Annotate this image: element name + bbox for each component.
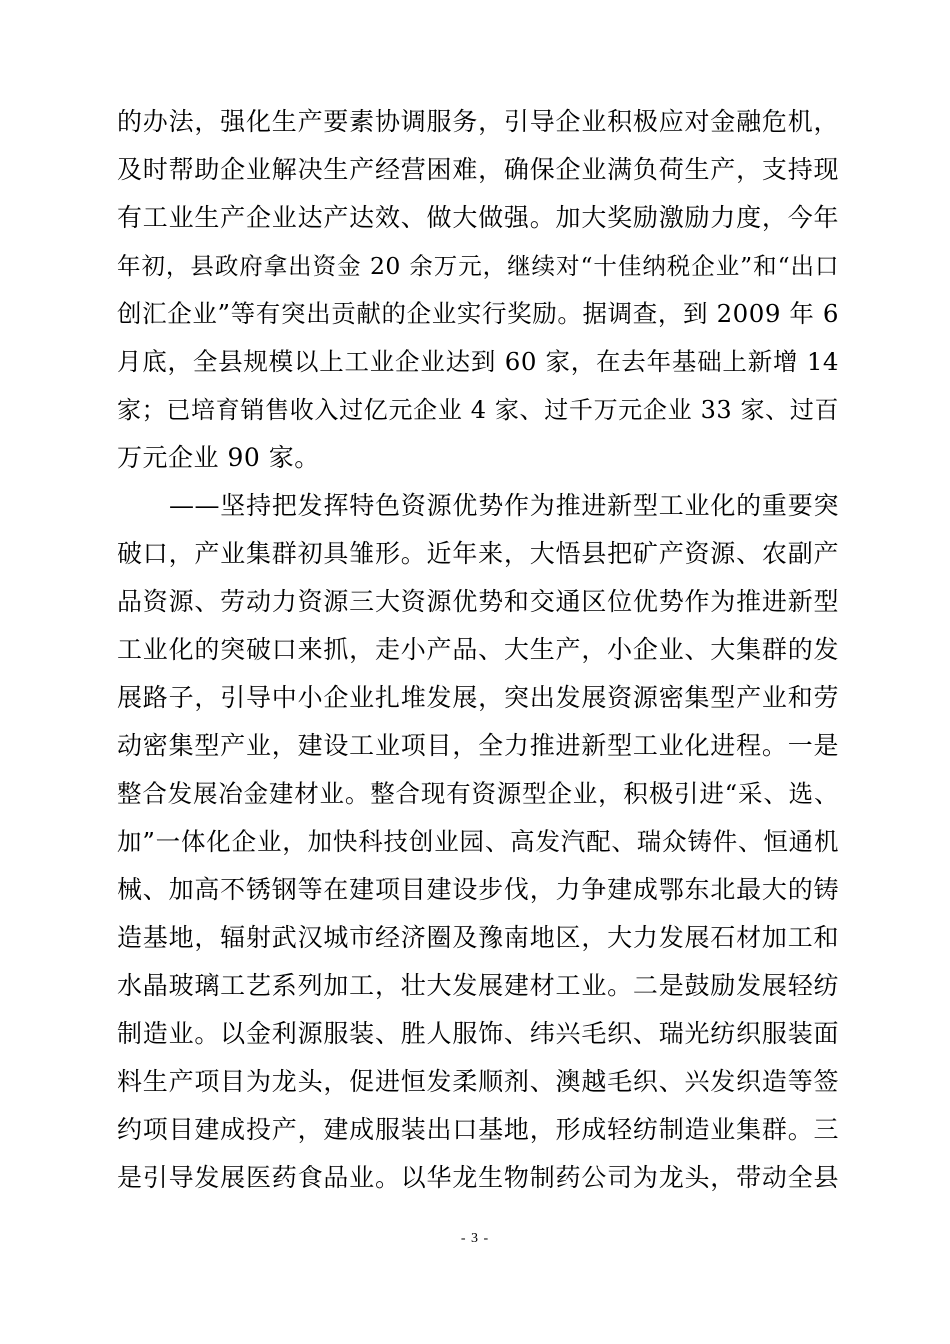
text-line: 家；已培育销售收入过亿元企业 4 家、过千万元企业 33 家、过百 [117, 396, 839, 424]
text-line: 的办法，强化生产要素协调服务，引导企业积极应对金融危机， [117, 107, 839, 136]
text-line: 动密集型产业，建设工业项目，全力推进新型工业化进程。一是 [117, 731, 839, 760]
text-line: 造基地，辐射武汉城市经济圈及豫南地区，大力发展石材加工和 [117, 923, 839, 952]
text-line: 创汇企业”等有突出贡献的企业实行奖励。据调查，到 2009 年 6 [117, 299, 839, 328]
text-line: 约项目建成投产，建成服装出口基地，形成轻纺制造业集群。三 [117, 1115, 839, 1144]
text-line: 加”一体化企业，加快科技创业园、高发汽配、瑞众铸件、恒通机 [117, 827, 839, 856]
text-line: 制造业。以金利源服装、胜人服饰、纬兴毛织、瑞光纺织服装面 [117, 1019, 839, 1048]
text-line: 整合发展冶金建材业。整合现有资源型企业，积极引进“采、选、 [117, 779, 839, 808]
text-line: 年初，县政府拿出资金 20 余万元，继续对“十佳纳税企业”和“出口 [117, 252, 839, 280]
text-line: 品资源、劳动力资源三大资源优势和交通区位优势作为推进新型 [117, 587, 839, 616]
text-line: 万元企业 90 家。 [117, 443, 320, 472]
text-line: 及时帮助企业解决生产经营困难，确保企业满负荷生产，支持现 [117, 155, 839, 184]
text-line: 械、加高不锈钢等在建项目建设步伐，力争建成鄂东北最大的铸 [117, 875, 839, 904]
body-text [117, 98, 839, 1202]
text-line: 工业化的突破口来抓，走小产品、大生产，小企业、大集群的发 [117, 635, 839, 664]
text-line: 月底，全县规模以上工业企业达到 60 家，在去年基础上新增 14 [117, 347, 839, 376]
text-line: 料生产项目为龙头，促进恒发柔顺剂、澳越毛织、兴发织造等签 [117, 1067, 839, 1096]
page-number: - 3 - [460, 1231, 490, 1246]
text-line: 是引导发展医药食品业。以华龙生物制药公司为龙头，带动全县 [117, 1163, 839, 1192]
text-line: 水晶玻璃工艺系列加工，壮大发展建材工业。二是鼓励发展轻纺 [117, 971, 839, 1000]
text-line: ——坚持把发挥特色资源优势作为推进新型工业化的重要突 [169, 491, 839, 520]
text-line: 破口，产业集群初具雏形。近年来，大悟县把矿产资源、农副产 [117, 539, 839, 568]
text-line: 展路子，引导中小企业扎堆发展，突出发展资源密集型产业和劳 [117, 683, 839, 712]
text-line: 有工业生产企业达产达效、做大做强。加大奖励激励力度，今年 [117, 203, 839, 232]
